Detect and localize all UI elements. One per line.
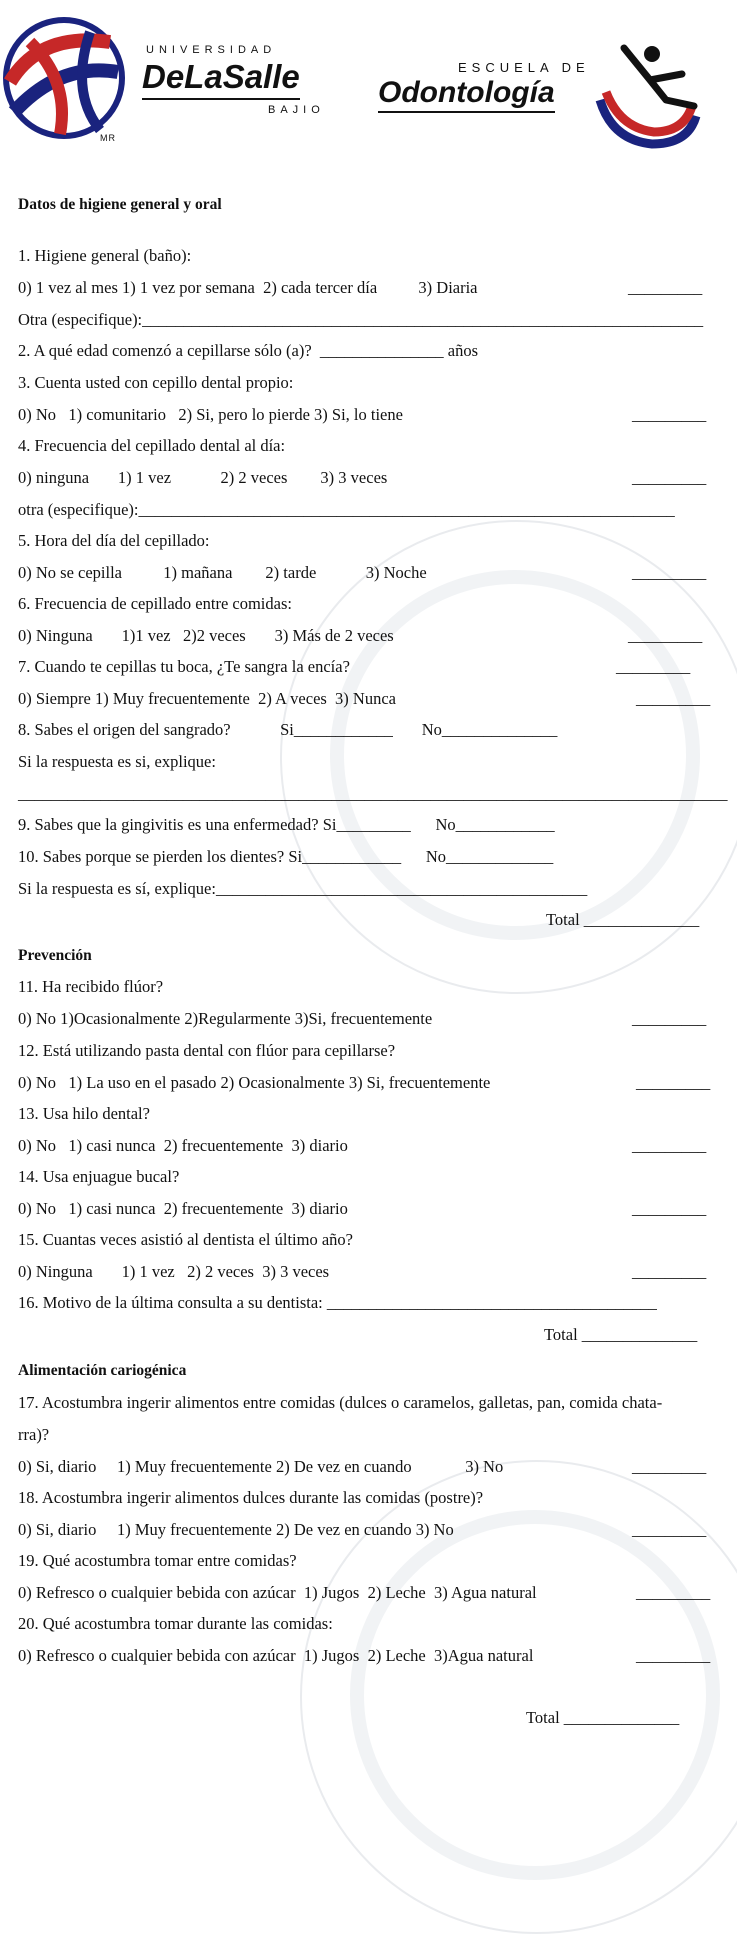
q17-answer-blank[interactable]: _________ <box>632 1457 707 1476</box>
total-3 <box>526 1708 679 1728</box>
q3-label: 3. Cuenta usted con cepillo dental propio: <box>18 373 294 392</box>
q12-answer-blank[interactable]: _________ <box>636 1073 711 1092</box>
q8-label: 8. Sabes el origen del sangrado? Si____________ No______________ <box>18 720 558 739</box>
q5-options: 0) No se cepilla 1) mañana 2) tarde 3) Noche <box>18 563 427 582</box>
q6-options: 0) Ninguna 1)1 vez 2)2 veces 3) Más de 2 veces <box>18 626 394 645</box>
q10-explain-field[interactable]: Si la respuesta es sí, explique:_____________________________________________ <box>18 879 588 898</box>
alimentacion-heading: Alimentación cariogénica <box>18 1362 187 1379</box>
q20-options: 0) Refresco o cualquier bebida con azúcar 1) Jugos 2) Leche 3)Agua natural <box>18 1646 534 1665</box>
q1-answer-blank[interactable]: _________ <box>628 278 703 297</box>
q17-label: 17. Acostumbra ingerir alimentos entre comidas (dulces o caramelos, galletas, pan, comida chata- <box>18 1393 663 1412</box>
q6-answer-blank[interactable]: _________ <box>628 626 703 645</box>
delasalle-logo-icon <box>0 12 130 142</box>
q17-options: 0) Si, diario 1) Muy frecuentemente 2) De vez en cuando 3) No <box>18 1457 504 1476</box>
q7-label: 7. Cuando te cepillas tu boca, ¿Te sangra la encía? <box>18 657 350 676</box>
q8-explain-field[interactable]: ______________________________________________________________________________________ <box>18 784 728 803</box>
q17-label-cont: rra)? <box>18 1425 50 1444</box>
logo-university-text: UNIVERSIDAD <box>146 44 277 56</box>
q10-label: 10. Sabes porque se pierden los dientes? Si____________ No_____________ <box>18 847 554 866</box>
q12-options: 0) No 1) La uso en el pasado 2) Ocasionalmente 3) Si, frecuentemente <box>18 1073 491 1092</box>
q15-label: 15. Cuantas veces asistió al dentista el último año? <box>18 1230 353 1249</box>
total-3-label: Total <box>526 1708 560 1727</box>
logo-delasalle-name: DeLaSalle <box>142 58 300 100</box>
q7-answer-blank-top[interactable]: _________ <box>616 657 691 676</box>
total-1 <box>546 910 699 930</box>
q11-label: 11. Ha recibido flúor? <box>18 977 164 996</box>
q4-options: 0) ninguna 1) 1 vez 2) 2 veces 3) 3 veces <box>18 468 388 487</box>
q13-options: 0) No 1) casi nunca 2) frecuentemente 3) diario <box>18 1136 348 1155</box>
q19-label: 19. Qué acostumbra tomar entre comidas? <box>18 1551 297 1570</box>
total-2 <box>544 1325 697 1345</box>
q9-label: 9. Sabes que la gingivitis es una enfermedad? Si_________ No____________ <box>18 815 555 834</box>
q3-answer-blank[interactable]: _________ <box>632 405 707 424</box>
section-title: Datos de higiene general y oral <box>18 196 222 213</box>
q20-answer-blank[interactable]: _________ <box>636 1646 711 1665</box>
q20-label: 20. Qué acostumbra tomar durante las comidas: <box>18 1614 333 1633</box>
q14-label: 14. Usa enjuague bucal? <box>18 1167 180 1186</box>
q19-options: 0) Refresco o cualquier bebida con azúcar 1) Jugos 2) Leche 3) Agua natural <box>18 1583 537 1602</box>
odontologia-name: Odontología <box>378 76 555 113</box>
total-1-blank[interactable]: ______________ <box>583 910 700 929</box>
prevencion-heading: Prevención <box>18 947 92 964</box>
q18-answer-blank[interactable]: _________ <box>632 1520 707 1539</box>
q18-options: 0) Si, diario 1) Muy frecuentemente 2) De vez en cuando 3) No <box>18 1520 454 1539</box>
q16-field[interactable]: 16. Motivo de la última consulta a su dentista: ________________________________________ <box>18 1293 657 1312</box>
q7-options: 0) Siempre 1) Muy frecuentemente 2) A veces 3) Nunca <box>18 689 396 708</box>
logo-bajio-text: BAJIO <box>268 104 325 116</box>
q4-answer-blank[interactable]: _________ <box>632 468 707 487</box>
q2-label: 2. A qué edad comenzó a cepillarse sólo (a)? _______________ años <box>18 341 479 360</box>
q1-label: 1. Higiene general (baño): <box>18 246 192 265</box>
q13-answer-blank[interactable]: _________ <box>632 1136 707 1155</box>
q11-answer-blank[interactable]: _________ <box>632 1009 707 1028</box>
escuela-de-text: ESCUELA DE <box>458 60 590 75</box>
q4-label: 4. Frecuencia del cepillado dental al día: <box>18 436 286 455</box>
q15-options: 0) Ninguna 1) 1 vez 2) 2 veces 3) 3 veces <box>18 1262 330 1281</box>
total-1-label: Total <box>546 910 580 929</box>
q5-answer-blank[interactable]: _________ <box>632 563 707 582</box>
total-2-label: Total <box>544 1325 578 1344</box>
q19-answer-blank[interactable]: _________ <box>636 1583 711 1602</box>
total-3-blank[interactable]: ______________ <box>563 1708 680 1727</box>
q8-explain-label: Si la respuesta es si, explique: <box>18 752 216 771</box>
odontologia-logo-icon <box>592 40 704 152</box>
q5-label: 5. Hora del día del cepillado: <box>18 531 210 550</box>
q18-label: 18. Acostumbra ingerir alimentos dulces durante las comidas (postre)? <box>18 1488 484 1507</box>
q15-answer-blank[interactable]: _________ <box>632 1262 707 1281</box>
q6-label: 6. Frecuencia de cepillado entre comidas: <box>18 594 292 613</box>
total-2-blank[interactable]: ______________ <box>581 1325 698 1344</box>
q7-answer-blank[interactable]: _________ <box>636 689 711 708</box>
q12-label: 12. Está utilizando pasta dental con flúor para cepillarse? <box>18 1041 396 1060</box>
document-header <box>0 0 737 160</box>
q3-options: 0) No 1) comunitario 2) Si, pero lo pierde 3) Si, lo tiene <box>18 405 403 424</box>
q1-options: 0) 1 vez al mes 1) 1 vez por semana 2) cada tercer día 3) Diaria <box>18 278 478 297</box>
q4-other-field[interactable]: otra (especifique):_________________________________________________________________ <box>18 500 675 519</box>
logo-mr-mark: MR <box>100 133 116 143</box>
q1-other-field[interactable]: Otra (especifique):____________________________________________________________________ <box>18 310 704 329</box>
q14-answer-blank[interactable]: _________ <box>632 1199 707 1218</box>
q14-options: 0) No 1) casi nunca 2) frecuentemente 3) diario <box>18 1199 348 1218</box>
q13-label: 13. Usa hilo dental? <box>18 1104 150 1123</box>
q11-options: 0) No 1)Ocasionalmente 2)Regularmente 3)Si, frecuentemente <box>18 1009 433 1028</box>
